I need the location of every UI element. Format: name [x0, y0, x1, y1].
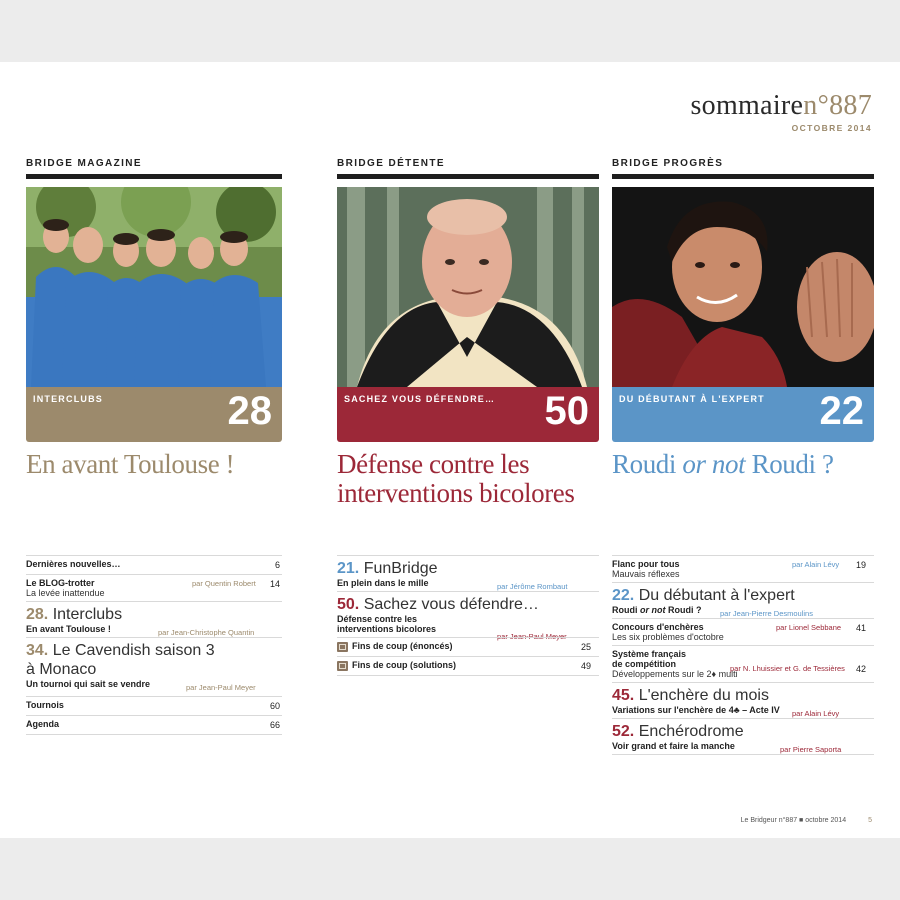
entry-title: FunBridge	[363, 560, 438, 577]
column-bridge-progres	[612, 158, 874, 479]
entry-author: par Jérôme Rombaut	[497, 582, 568, 591]
toc-entry[interactable]	[26, 574, 282, 601]
toc-entry[interactable]	[612, 582, 874, 618]
toc-column-2	[337, 555, 599, 676]
entry-title: Tournois	[26, 700, 64, 710]
entry-author: par Alain Lévy	[792, 709, 840, 718]
entry-number: 21.	[337, 560, 360, 577]
footer-page-number: 5	[868, 817, 872, 824]
headline-part: Roudi	[612, 449, 683, 479]
entry-subtitle-italic: or not	[640, 605, 666, 615]
banner-page-number: 28	[227, 389, 272, 433]
entry-author: par Quentin Robert	[192, 579, 256, 588]
headline-line-2: interventions bicolores	[337, 478, 575, 508]
entry-author: par Lionel Sebbane	[776, 623, 842, 632]
entry-author: par Jean-Paul Meyer	[186, 683, 256, 692]
toc-column-3	[612, 555, 874, 755]
entry-subtitle: Roudi	[612, 605, 640, 615]
entry-title: Enchérodrome	[638, 723, 744, 740]
toc-entry[interactable]	[337, 555, 599, 591]
headline[interactable]	[612, 450, 874, 479]
entry-author: par Jean-Christophe Quantin	[158, 628, 255, 637]
section-label: BRIDGE MAGAZINE	[26, 158, 142, 169]
entry-title-line-2: de compétition	[612, 659, 677, 669]
toc-entry[interactable]	[26, 715, 282, 735]
toc-entry[interactable]	[26, 601, 282, 637]
portrait-photo[interactable]	[337, 187, 599, 387]
entry-title: Système français	[612, 649, 687, 659]
entry-title: Concours d'enchères	[612, 622, 704, 632]
banner-page-number: 22	[819, 389, 864, 433]
entry-page: 14	[269, 579, 280, 589]
entry-title: Interclubs	[52, 606, 123, 623]
entry-subtitle: Un tournoi qui sait se vendre	[26, 679, 151, 689]
entry-title: Agenda	[26, 719, 60, 729]
toc-entry[interactable]	[26, 555, 282, 574]
entry-title: Dernières nouvelles…	[26, 559, 121, 569]
masthead	[690, 90, 872, 133]
team-photo[interactable]	[26, 187, 282, 387]
section-rule	[612, 174, 874, 179]
toc-entry[interactable]	[337, 637, 599, 656]
entry-subtitle: Voir grand et faire la manche	[612, 741, 735, 751]
banner[interactable]	[26, 387, 282, 442]
toc-entry[interactable]	[26, 637, 282, 692]
masthead-word: sommaire	[690, 90, 804, 121]
entry-title-line-2: à Monaco	[26, 661, 97, 678]
banner-text: SACHEZ VOUS DÉFENDRE…	[344, 394, 496, 404]
portrait-photo[interactable]	[612, 187, 874, 387]
entry-page: 60	[269, 701, 280, 711]
column-bridge-detente	[337, 158, 599, 508]
entry-page: 66	[269, 720, 280, 730]
magazine-page	[0, 62, 900, 838]
entry-subtitle: Variations sur l'enchère de 4♣ – Acte IV	[612, 705, 780, 715]
entry-title: Sachez vous défendre…	[363, 596, 539, 613]
entry-title: Fins de coup (solutions)	[352, 660, 456, 670]
entry-subtitle: Les six problèmes d'octobre	[612, 632, 724, 642]
card-icon	[337, 661, 348, 671]
entry-author: par N. Lhuissier et G. de Tessières	[730, 664, 845, 673]
entry-subtitle: La levée inattendue	[26, 588, 105, 598]
entry-subtitle: Roudi ?	[665, 605, 702, 615]
toc-entry[interactable]	[337, 591, 599, 641]
entry-subtitle: Défense contre les	[337, 614, 418, 624]
banner-page-number: 50	[544, 389, 589, 433]
entry-title: L'enchère du mois	[638, 687, 769, 704]
banner-text: INTERCLUBS	[33, 394, 103, 404]
masthead-title	[690, 90, 872, 122]
entry-title: Fins de coup (énoncés)	[352, 641, 453, 651]
entry-title: Du débutant à l'expert	[638, 587, 795, 604]
entry-author: par Jean-Pierre Desmoulins	[720, 609, 813, 618]
headline-line-1: Défense contre les	[337, 449, 530, 479]
entry-author: par Pierre Saporta	[780, 745, 842, 754]
banner[interactable]	[337, 387, 599, 442]
entry-number: 28.	[26, 606, 49, 623]
footer-text: Le Bridgeur n°887 ■ octobre 2014	[740, 817, 847, 824]
toc-entry[interactable]	[26, 696, 282, 715]
entry-number: 50.	[337, 596, 360, 613]
toc-entry[interactable]	[612, 645, 874, 682]
entry-page: 41	[855, 623, 866, 633]
toc-column-1	[26, 555, 282, 735]
entry-page: 49	[580, 661, 591, 671]
entry-page: 42	[855, 664, 866, 674]
entry-subtitle: Développements sur le 2♦ multi	[612, 669, 738, 679]
section-rule	[337, 174, 599, 179]
toc-entry[interactable]	[612, 555, 874, 582]
toc-entry[interactable]	[612, 618, 874, 645]
entry-title: Le Cavendish saison 3	[52, 642, 215, 659]
headline[interactable]	[337, 450, 599, 508]
headline-part: Roudi ?	[745, 449, 834, 479]
entry-page: 6	[274, 560, 280, 570]
entry-subtitle: En plein dans le mille	[337, 578, 429, 588]
card-icon	[337, 642, 348, 652]
headline-part-italic: or not	[682, 449, 746, 479]
toc-entry[interactable]	[612, 682, 874, 718]
toc-entry[interactable]	[337, 656, 599, 676]
entry-title: Flanc pour tous	[612, 559, 680, 569]
entry-title: Le BLOG-trotter	[26, 578, 95, 588]
banner[interactable]	[612, 387, 874, 442]
entry-subtitle: En avant Toulouse !	[26, 624, 111, 634]
column-bridge-magazine	[26, 158, 282, 479]
entry-number: 34.	[26, 642, 49, 659]
toc-entry[interactable]	[612, 718, 874, 755]
entry-subtitle-line-2: interventions bicolores	[337, 624, 437, 634]
section-label: BRIDGE DÉTENTE	[337, 158, 445, 169]
issue-date: OCTOBRE 2014	[791, 123, 872, 133]
headline[interactable]: En avant Toulouse !	[26, 449, 235, 479]
entry-number: 52.	[612, 723, 635, 740]
entry-number: 22.	[612, 587, 635, 604]
entry-author: par Jean-Paul Meyer	[497, 632, 567, 641]
banner-text: DU DÉBUTANT À L'EXPERT	[619, 394, 765, 404]
entry-author: par Alain Lévy	[792, 560, 840, 569]
entry-number: 45.	[612, 687, 635, 704]
entry-page: 19	[855, 560, 866, 570]
entry-page: 25	[580, 642, 591, 652]
page-footer	[741, 817, 872, 824]
section-label: BRIDGE PROGRÈS	[612, 158, 724, 169]
issue-number: n°887	[803, 90, 872, 121]
entry-subtitle: Mauvais réflexes	[612, 569, 680, 579]
section-rule	[26, 174, 282, 179]
